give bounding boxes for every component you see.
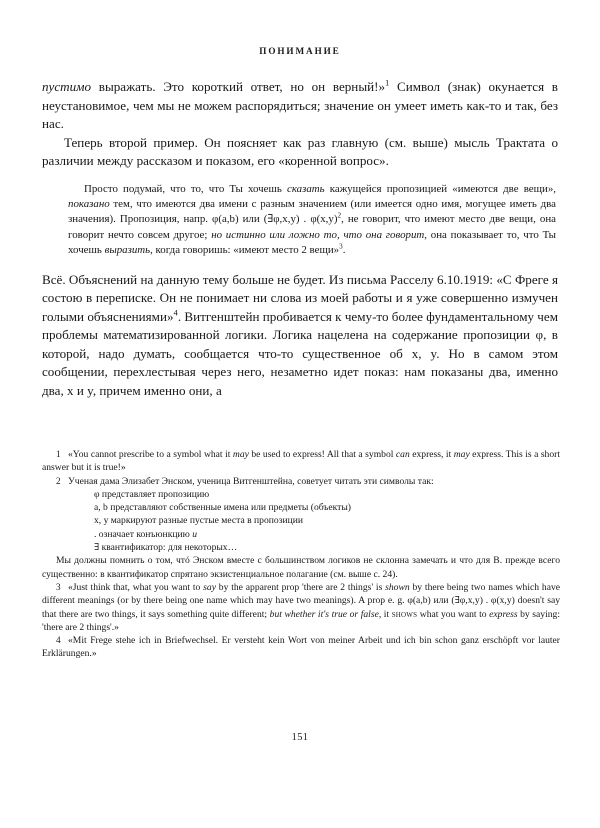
footnote-4 [42, 634, 560, 661]
symbol-legend-item-3-italic: и [192, 528, 197, 540]
quote-seg-7: . [342, 244, 346, 257]
quote-seg-4: , не говорит, что имеют место две вещи, она говорит нечто совсем другое; [68, 213, 556, 241]
body-paragraph-2: Теперь второй пример. Он поясняет как раз главную (см. выше) мысль Трактата о различии между рассказом и показом, его «коренной вопрос». [42, 134, 558, 168]
footnote-1-italic-may-1: may [232, 449, 249, 460]
running-head: ПОНИМАНИЕ [259, 46, 341, 56]
footnote-2-intro: Ученая дама Элизабет Энском, ученица Витгенштейна, советует читать эти символы так: [68, 475, 434, 487]
quote-italic-skazat: сказать [286, 182, 325, 195]
footnote-2 [42, 475, 560, 488]
paragraph-3-text-a: Всё. Объяснений на данную тему больше не будет. Из письма Расселу 6.10.1919: «С Фреге я состою в переписке. Он не понимает ни слова из моей работы и я уже совершенно измучен голыми объяснениями» [42, 271, 558, 324]
footnote-3-seg-3: by there being two names which have different meanings (or by there being one name which may have two meanings). A prop e. g. φ(a,b) или (∃φ,x,y) . φ(x,y) doesn't say that there are two things, it says something quite different; [42, 581, 561, 620]
footnote-3-smallcaps-shows: shows [391, 608, 418, 620]
symbol-legend-item-3-text: . означает конъюнкцию [94, 528, 193, 540]
quote-italic-istinno: но истинно или ложно то, что она говорит [211, 228, 425, 241]
page-number: 151 [291, 732, 309, 743]
paragraph-1-text-a: выражать. Это короткий ответ, но он верный!» [91, 79, 386, 94]
quote-seg-6: , когда говоришь: «имеют место 2 вещи» [150, 244, 340, 257]
quote-italic-vyrazit: выразить [104, 244, 151, 257]
quote-seg-5: , она показывает то, что Ты хочешь [68, 228, 556, 257]
footnote-3-seg-2: by the apparent prop 'there are 2 things' is [215, 581, 386, 593]
footnote-3-italic-shown: shown [385, 581, 410, 593]
footnotes-section [42, 448, 560, 661]
footnote-3-seg-1: «Just think that, what you want to [68, 581, 204, 593]
footnote-2-number: 2 [56, 475, 61, 486]
footnote-1-seg-2: be used to express! All that a symbol [248, 449, 396, 460]
quote-seg-2: кажущейся пропозицией «имеются две вещи», [324, 182, 556, 195]
footnote-1-seg-3: express, it [409, 449, 454, 460]
footnote-3-number: 3 [56, 581, 61, 592]
footnote-2-continuation: Мы должны помнить о том, чтó Энском вместе с большинством логиков не склонна замечать и что для В. прежде всего существенно: в квантификатор спрятано экзистенциальное полагание (см. выше с. 24). [42, 555, 560, 580]
paragraph-3-text-b: . Витгенштейн пробивается к чему-то более фундаментальному чем проблемы математизированной логики. Логика нацелена на содержание пропозиции φ, в которой, надо думать, сообщается что-то существенное об x, y. Но в самом этом сообщении, перехлестывая через него, незаметно идет показ: нам показаны два, именно два, x и y, причем именно они, а [42, 308, 558, 398]
block-quote-1 [42, 182, 558, 259]
footnote-3-seg-5: what you want to [417, 608, 490, 620]
footnote-3-italic-whether: but whether it's true or false [269, 608, 379, 620]
footnote-4-text: «Mit Frege stehe ich in Briefwechsel. Er versteht kein Wort von meiner Arbeit und ich bin schon ganz erschöpft vor lauter Erklärungen.» [42, 635, 560, 660]
footnote-1 [42, 448, 560, 475]
footnote-marker-3: 3 [339, 242, 343, 251]
footnote-1-italic-can: can [395, 449, 410, 460]
footnote-3 [42, 581, 560, 634]
footnote-1-seg-1: «You cannot prescribe to a symbol what it [68, 449, 233, 460]
footnote-1-number: 1 [56, 449, 61, 459]
footnote-3-seg-4: , it [378, 608, 392, 620]
logic-formula-1: φ(a,b) или (∃φ,x,y) . φ(x,y) [212, 213, 338, 226]
symbol-legend-item-3 [94, 528, 560, 541]
paragraph-1-lead-italic: пустимо [42, 79, 92, 94]
symbol-legend-item-0: φ представляет пропозицию [94, 488, 210, 500]
footnote-1-italic-may-2: may [453, 449, 470, 460]
footnote-3-italic-say: say [203, 581, 216, 593]
footnote-1-seg-4: express. This is a short answer but it is true!» [42, 449, 561, 474]
body-paragraph-3 [42, 271, 558, 401]
footnote-marker-4: 4 [173, 307, 178, 318]
quote-seg-3: тем, что имеются два имени с разным значением (или имеется одно имя, могущее иметь два значения). Пропозиция, напр. [68, 197, 556, 226]
symbol-legend-item-4: ∃ квантификатор: для некоторых… [94, 542, 238, 554]
footnote-marker-1: 1 [385, 77, 390, 88]
footnote-4-number: 4 [56, 635, 61, 646]
paragraph-1-text-b: Символ (знак) окунается в неустановимое, чем мы не можем распорядиться; значение он умеет иметь как-то и так, без нас. [42, 79, 558, 131]
footnote-marker-2: 2 [337, 211, 342, 220]
symbol-legend-item-2: x, y маркируют разные пустые места в пропозиции [94, 515, 304, 527]
block-quote-1-text [68, 182, 556, 259]
quote-italic-pokazano: показано [68, 197, 110, 210]
quote-seg-1: Просто подумай, что то, что Ты хочешь [84, 182, 287, 195]
symbol-legend-list [42, 488, 560, 554]
footnote-3-italic-express: express [489, 608, 518, 620]
footnote-3-seg-6: by saying: 'there are 2 things'.» [42, 608, 561, 633]
body-paragraph-1 [42, 78, 558, 134]
symbol-legend-item-1: a, b представляют собственные имена или предметы (объекты) [94, 502, 351, 514]
